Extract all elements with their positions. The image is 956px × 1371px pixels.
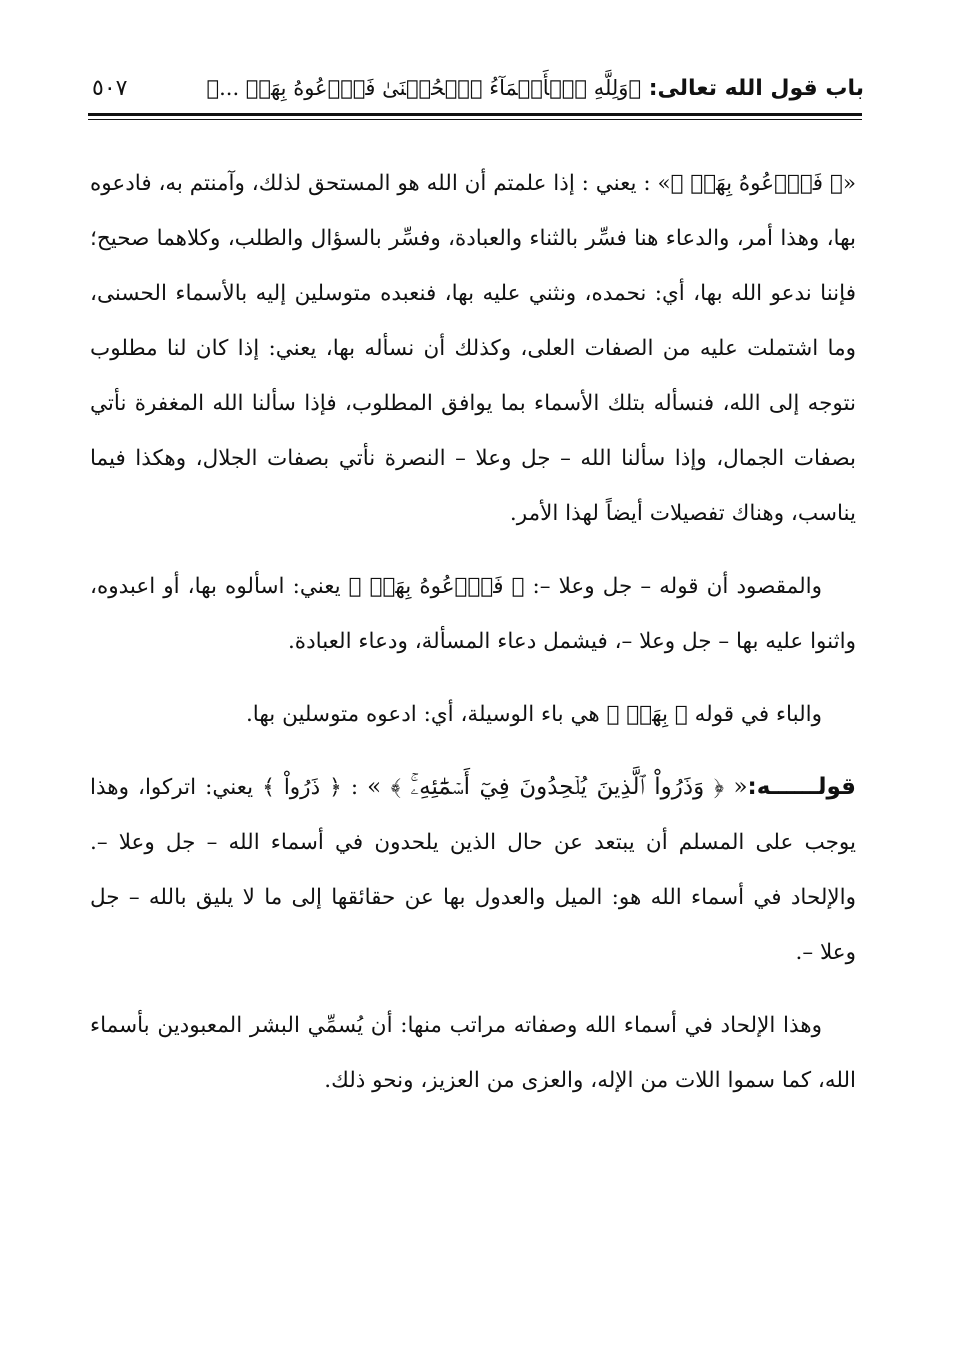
section-lead: قولــــــه:	[747, 774, 856, 800]
running-header	[92, 66, 864, 110]
paragraph-text: والباء في قوله	[687, 702, 822, 727]
quran-reference: «﴿ فَٱدۡعُوهُ بِهَاۖ ﴾»	[657, 171, 856, 196]
quran-reference: ﴿ بِهَاۖ ﴾	[606, 702, 688, 727]
quran-verse: « ﴿ وَذَرُواْ ٱلَّذِينَ يُلۡحِدُونَ فِيٓ أَسۡمَٰٓئِهِۦۚ ﴾ »	[367, 774, 748, 800]
paragraph-1	[90, 156, 856, 541]
header-rule	[88, 113, 862, 116]
paragraph-2	[90, 559, 856, 669]
paragraph-4	[90, 760, 856, 980]
paragraph-text: : يعني : إذا علمتم أن الله هو المستحق لذلك، وآمنتم به، فادعوه بها، وهذا أمر، والدعاء هنا فسِّر بالثناء والعبادة، وفسِّر بالسؤال والطلب، وكلاهما صحيح؛ فإننا ندعو الله بها، أي: نحمده، ونثني عليه بها، فنعبده متوسلين إليه بالأسماء الحسنى، وما اشتملت عليه من الصفات العلى، وكذلك أن نسأله بها، يعني: إذا كان لنا مطلوب نتوجه إلى الله، فنسأله بتلك الأسماء بما يوافق المطلوب، فإذا سألنا الله المغفرة نأتي بصفات الجمال، وإذا سألنا الله – جل وعلا – النصرة نأتي بصفات الجلال، وهكذا فيما يناسب، وهناك تفصيلات أيضاً لهذا الأمر.	[90, 171, 856, 526]
paragraph-text: والمقصود أن قوله – جل وعلا –:	[524, 574, 822, 599]
paragraph-text: يعني: اتركوا، وهذا يوجب على المسلم أن يبتعد عن حال الذين يلحدون في أسماء الله – جل وعلا –. والإلحاد في أسماء الله هو: الميل والعدول بها عن حقائقها إلى ما لا يليق بالله – جل وعلا –.	[90, 775, 856, 965]
quran-reference: ﴿ فَٱدۡعُوهُ بِهَاۖ ﴾	[348, 574, 525, 599]
chapter-header	[207, 76, 865, 101]
quran-reference: ﴿ ذَرُواْ ﴾	[262, 775, 342, 800]
header-rule-thin	[88, 119, 862, 120]
chapter-quote: ﴿وَلِلَّهِ ٱلۡأَسۡمَآءُ ٱلۡحُسۡنَىٰ فَٱدۡعُوهُ بِهَاۖ ...﴾	[206, 75, 642, 100]
paragraph-5	[90, 998, 856, 1108]
paragraph-text: هي باء الوسيلة، أي: ادعوه متوسلين بها.	[245, 702, 607, 727]
paragraph-3	[90, 687, 856, 742]
separator-text: :	[341, 775, 368, 800]
paragraph-text: وهذا الإلحاد في أسماء الله وصفاته مراتب منها: أن يُسمِّي البشر المعبودين بأسماء الله، كما سموا اللات من الإله، والعزى من العزيز، ونحو ذلك.	[90, 1013, 856, 1093]
page-number: ٥٠٧	[92, 75, 128, 101]
chapter-title: باب قول الله تعالى:	[648, 75, 864, 101]
page-body	[90, 156, 856, 1126]
paragraph-text: يعني: اسألوه بها، أو اعبدوه، واثنوا عليه بها – جل وعلا –، فيشمل دعاء المسألة، ودعاء العبادة.	[90, 574, 856, 654]
